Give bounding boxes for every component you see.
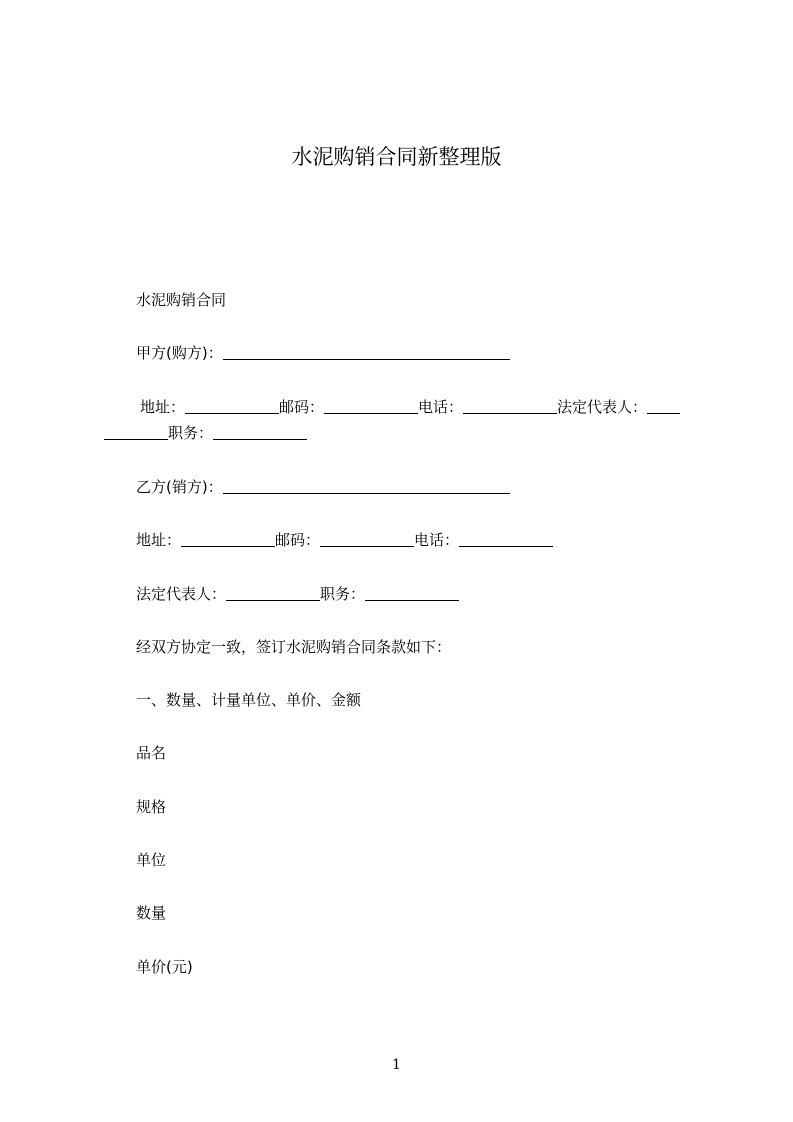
party-a-phone-field[interactable] [463, 399, 557, 414]
party-a-name-field[interactable] [223, 345, 510, 360]
party-b-position-field[interactable] [365, 586, 459, 601]
party-a-position-label: 职务： [168, 424, 214, 442]
page-number: 1 [392, 1057, 401, 1073]
contract-heading: 水泥购销合同 [136, 291, 227, 309]
section-1-title: 一、数量、计量单位、单价、金额 [136, 691, 362, 709]
party-a-address-field[interactable] [185, 399, 279, 414]
party-a-legal-rep-field[interactable] [647, 399, 680, 414]
item-quantity: 数量 [136, 904, 167, 922]
party-a-postcode-field[interactable] [324, 399, 418, 414]
party-b-legal-rep-label: 法定代表人： [136, 585, 227, 603]
agreement-intro: 经双方协定一致，签订水泥购销合同条款如下： [136, 638, 452, 656]
item-product-name: 品名 [136, 744, 167, 762]
item-unit: 单位 [136, 851, 167, 869]
party-a-label: 甲方(购方)： [136, 344, 223, 362]
party-b-legal-rep-field[interactable] [226, 586, 320, 601]
party-b-rep-line [136, 584, 459, 604]
party-b-line [136, 477, 510, 497]
document-title: 水泥购销合同新整理版 [291, 145, 502, 169]
party-b-position-label: 职务： [320, 585, 366, 603]
party-a-contact-line [140, 397, 680, 417]
party-a-contact-line-cont [104, 423, 307, 443]
party-a-legal-rep-field-cont[interactable] [104, 425, 168, 440]
party-b-address-label: 地址： [136, 531, 182, 549]
party-a-phone-label: 电话： [418, 398, 464, 416]
party-b-label: 乙方(销方)： [136, 478, 223, 496]
party-b-postcode-label: 邮码： [275, 531, 321, 549]
party-a-line [136, 343, 510, 363]
party-b-postcode-field[interactable] [320, 532, 414, 547]
party-b-phone-label: 电话： [414, 531, 460, 549]
item-unit-price: 单价(元) [136, 958, 193, 976]
party-a-legal-rep-label: 法定代表人： [557, 398, 648, 416]
party-b-phone-field[interactable] [459, 532, 553, 547]
party-b-address-field[interactable] [181, 532, 275, 547]
party-b-name-field[interactable] [223, 479, 510, 494]
party-a-address-label: 地址： [140, 398, 186, 416]
party-a-position-field[interactable] [213, 425, 307, 440]
party-a-postcode-label: 邮码： [279, 398, 325, 416]
party-b-contact-line [136, 530, 553, 550]
item-specification: 规格 [136, 798, 167, 816]
